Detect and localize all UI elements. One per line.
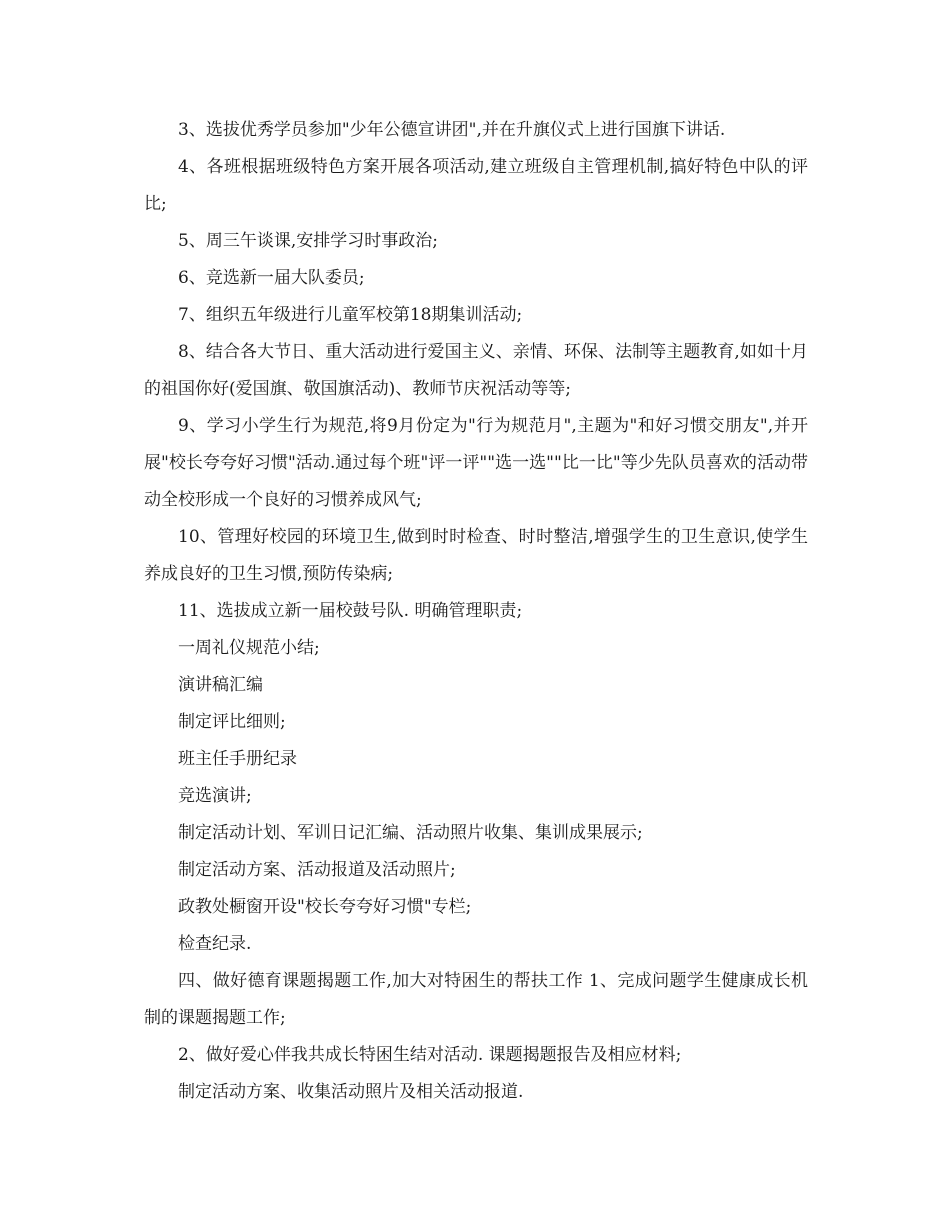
paragraph-note-showcase: 政教处橱窗开设"校长夸夸好习惯"专栏; [178, 897, 472, 917]
paragraph-item-7: 7、组织五年级进行儿童军校第18期集训活动; [178, 305, 523, 325]
paragraph-item-2: 2、做好爱心伴我共成长特困生结对活动. 课题揭题报告及相应材料; [178, 1045, 682, 1065]
paragraph-item-8: 8、结合各大节日、重大活动进行爱国主义、亲情、环保、法制等主题教育,如如十月的祖国你好(爱国旗、敬国旗活动)、教师节庆祝活动等等; [144, 342, 808, 399]
paragraph-item-10: 10、管理好校园的环境卫生,做到时时检查、时时整洁,增强学生的卫生意识,使学生养成良好的卫生习惯,预防传染病; [144, 527, 808, 584]
paragraph-note-election: 竞选演讲; [178, 786, 252, 806]
paragraph-section-four: 四、做好德育课题揭题工作,加大对特困生的帮扶工作 1、完成问题学生健康成长机制的课题揭题工作; [144, 971, 808, 1028]
paragraph-item-6: 6、竞选新一届大队委员; [178, 268, 365, 288]
paragraph-note-handbook: 班主任手册纪录 [178, 749, 297, 769]
document-body [144, 112, 808, 1111]
paragraph-item-9: 9、学习小学生行为规范,将9月份定为"行为规范月",主题为"和好习惯交朋友",并开展"校长夸夸好习惯"活动.通过每个班"评一评""选一选""比一比"等少先队员喜欢的活动带动全校形成一个良好的习惯养成风气; [144, 416, 808, 510]
paragraph-item-5: 5、周三午谈课,安排学习时事政治; [178, 231, 438, 251]
paragraph-item-4: 4、各班根据班级特色方案开展各项活动,建立班级自主管理机制,搞好特色中队的评比; [144, 157, 808, 214]
paragraph-item-11: 11、选拔成立新一届校鼓号队. 明确管理职责; [178, 601, 523, 621]
paragraph-note-report: 制定活动方案、活动报道及活动照片; [178, 860, 456, 880]
paragraph-note-etiquette: 一周礼仪规范小结; [178, 638, 320, 658]
paragraph-note-rules: 制定评比细则; [178, 712, 286, 732]
paragraph-note-plan: 制定活动计划、军训日记汇编、活动照片收集、集训成果展示; [178, 823, 643, 843]
paragraph-note-speech: 演讲稿汇编 [178, 675, 263, 695]
paragraph-note-inspection: 检查纪录. [178, 934, 252, 954]
paragraph-note-final: 制定活动方案、收集活动照片及相关活动报道. [178, 1082, 524, 1102]
paragraph-item-3: 3、选拔优秀学员参加"少年公德宣讲团",并在升旗仪式上进行国旗下讲话. [178, 120, 726, 140]
